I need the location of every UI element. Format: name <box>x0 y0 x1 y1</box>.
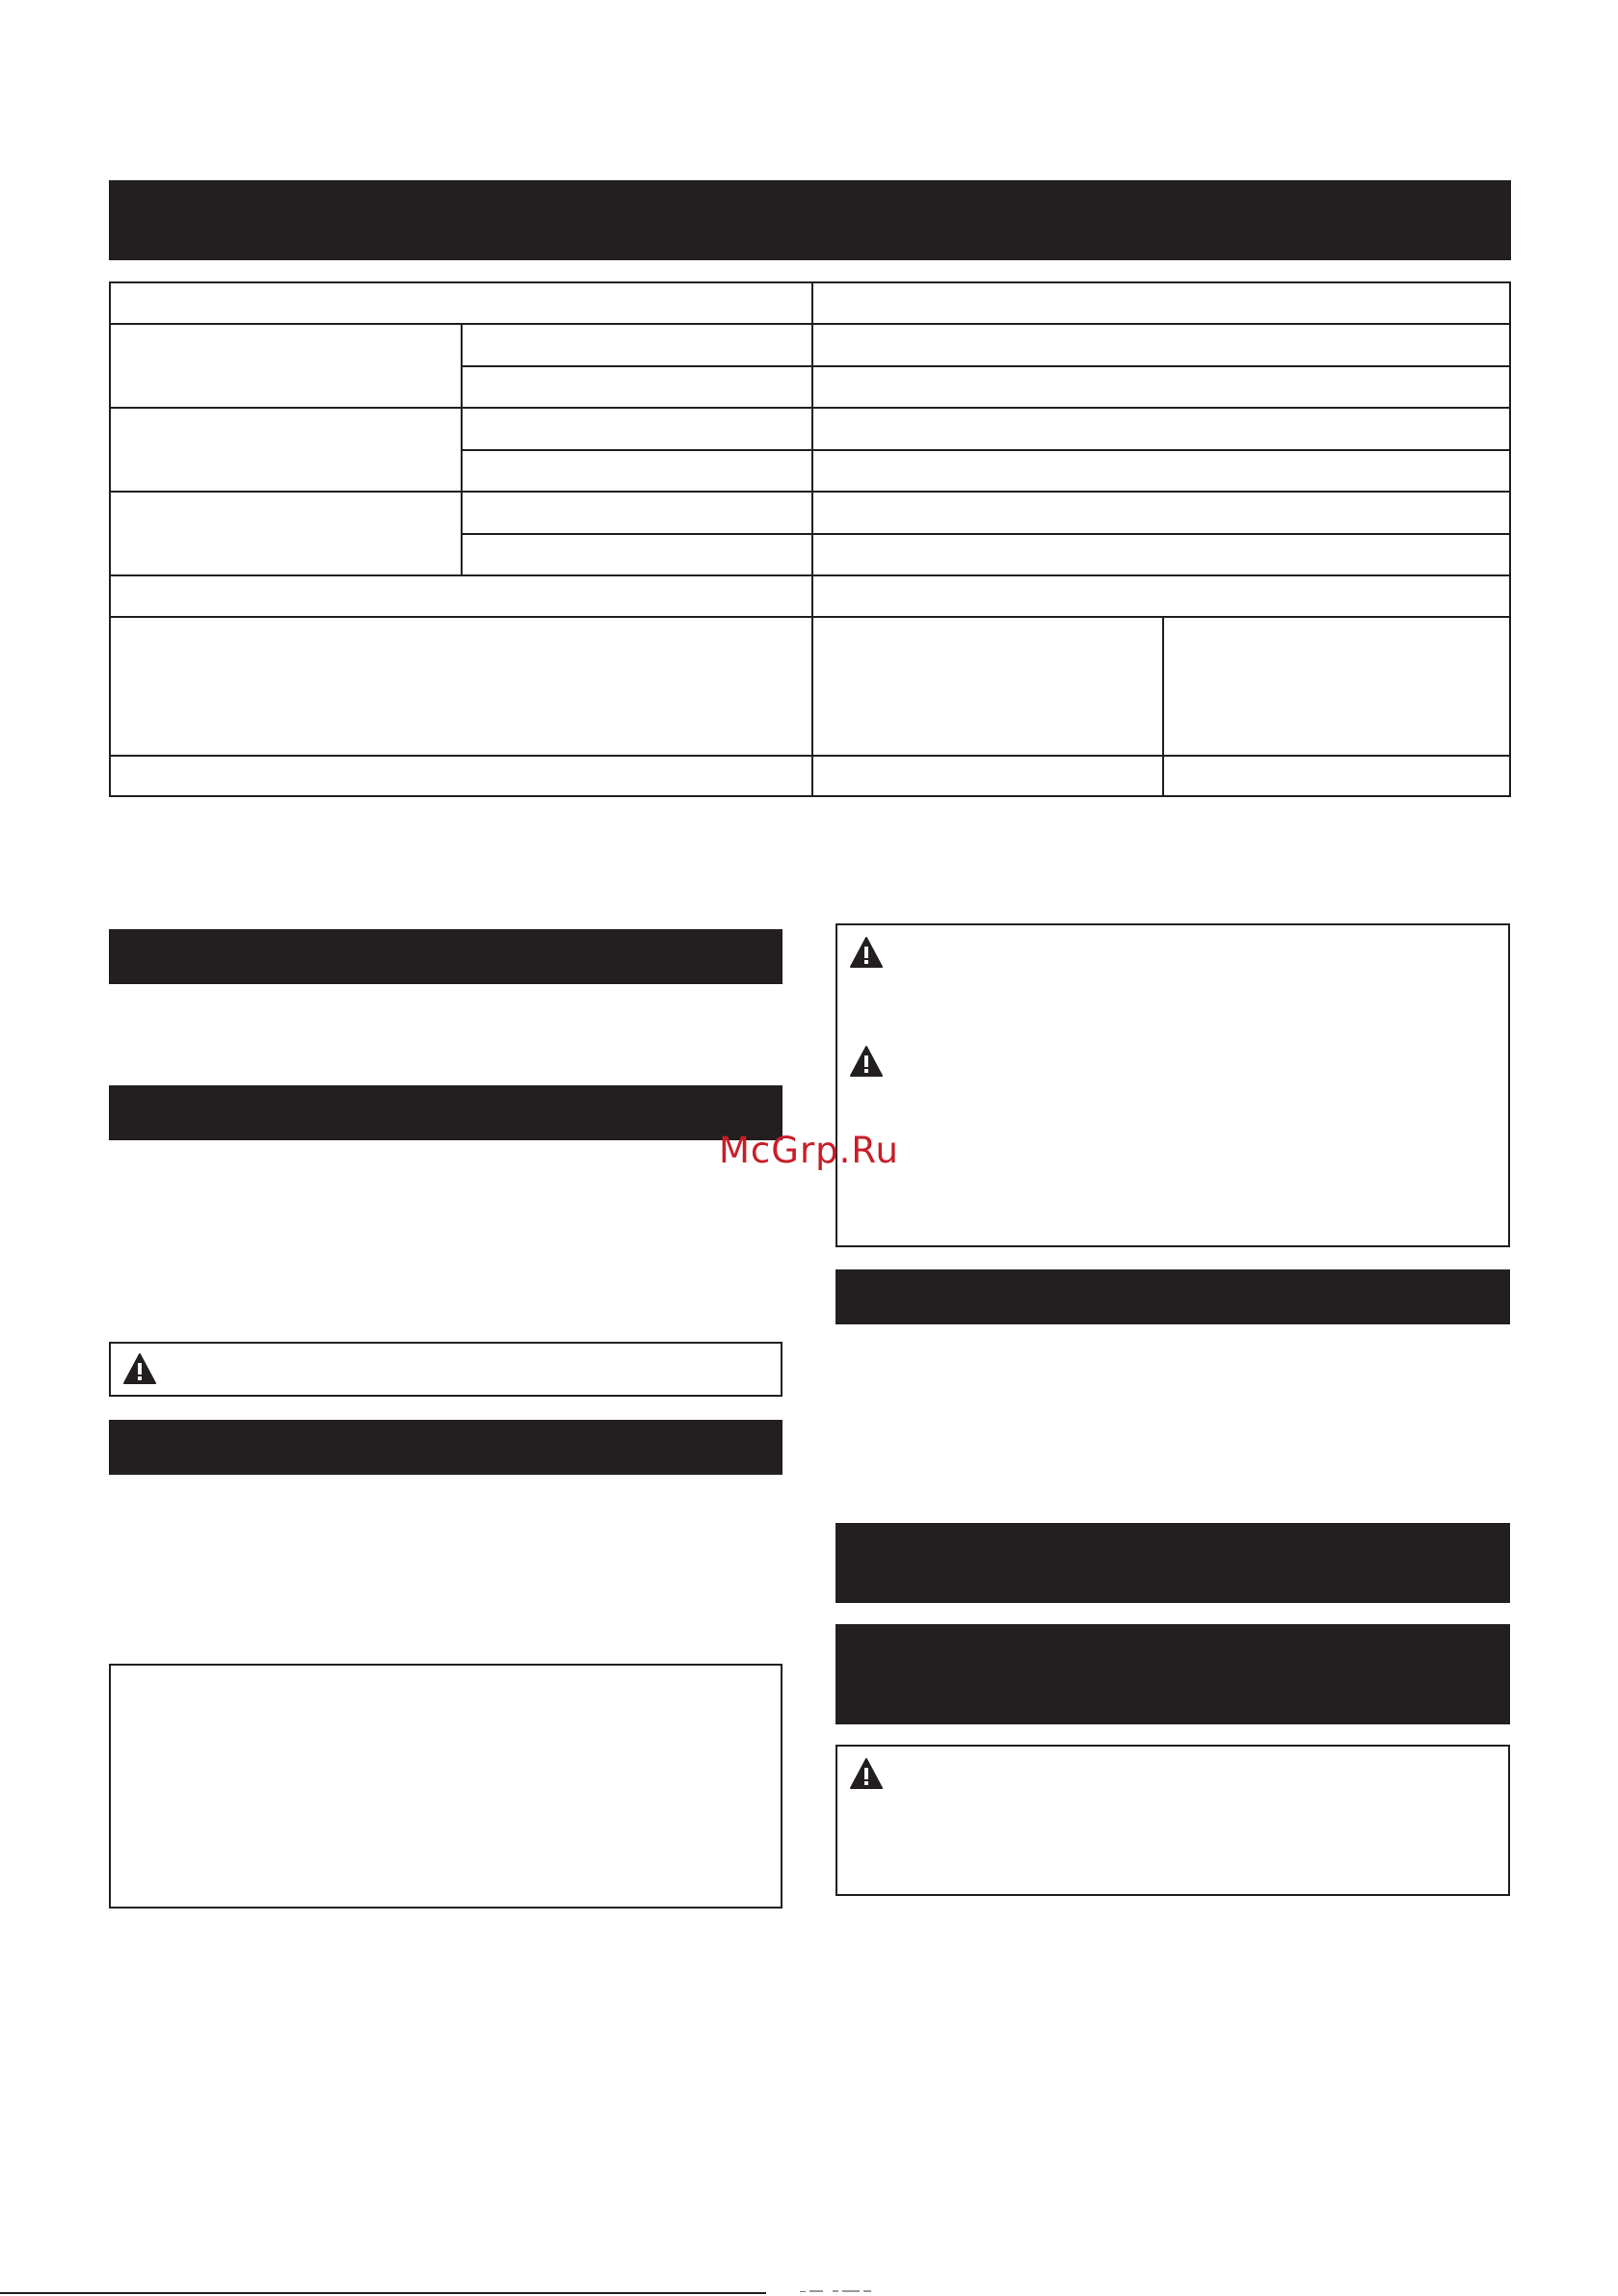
warning-triangle-icon <box>122 1352 157 1385</box>
section-header-bar <box>109 929 782 984</box>
section-header-bar <box>836 1523 1510 1603</box>
warning-box <box>836 1745 1510 1896</box>
table-row-line <box>461 449 1511 451</box>
warning-triangle-icon <box>849 1757 884 1790</box>
table-row-line <box>461 365 1511 367</box>
table-row-line <box>111 323 1509 325</box>
title-bar <box>109 180 1511 260</box>
warning-triangle-icon <box>849 1045 884 1078</box>
note-box <box>109 1664 782 1909</box>
warning-box <box>836 923 1510 1247</box>
warning-triangle-icon <box>849 936 884 969</box>
specification-table <box>109 281 1511 797</box>
section-header-bar <box>836 1269 1510 1324</box>
table-row-line <box>111 574 1509 576</box>
table-row-line <box>111 491 1509 493</box>
table-column-line <box>1162 616 1164 795</box>
section-header-bar <box>836 1624 1510 1724</box>
section-header-bar <box>109 1085 782 1140</box>
watermark: McGrp.Ru <box>719 1130 899 1171</box>
table-column-line <box>811 283 813 795</box>
table-row-line <box>461 533 1511 535</box>
table-row-line <box>111 755 1509 757</box>
footer-rule <box>0 2292 766 2294</box>
footer-printer-marks <box>800 2288 877 2294</box>
warning-box <box>109 1342 782 1397</box>
section-header-bar <box>109 1420 782 1475</box>
table-row-line <box>111 616 1509 618</box>
table-column-line <box>461 323 463 576</box>
table-row-line <box>111 407 1509 409</box>
